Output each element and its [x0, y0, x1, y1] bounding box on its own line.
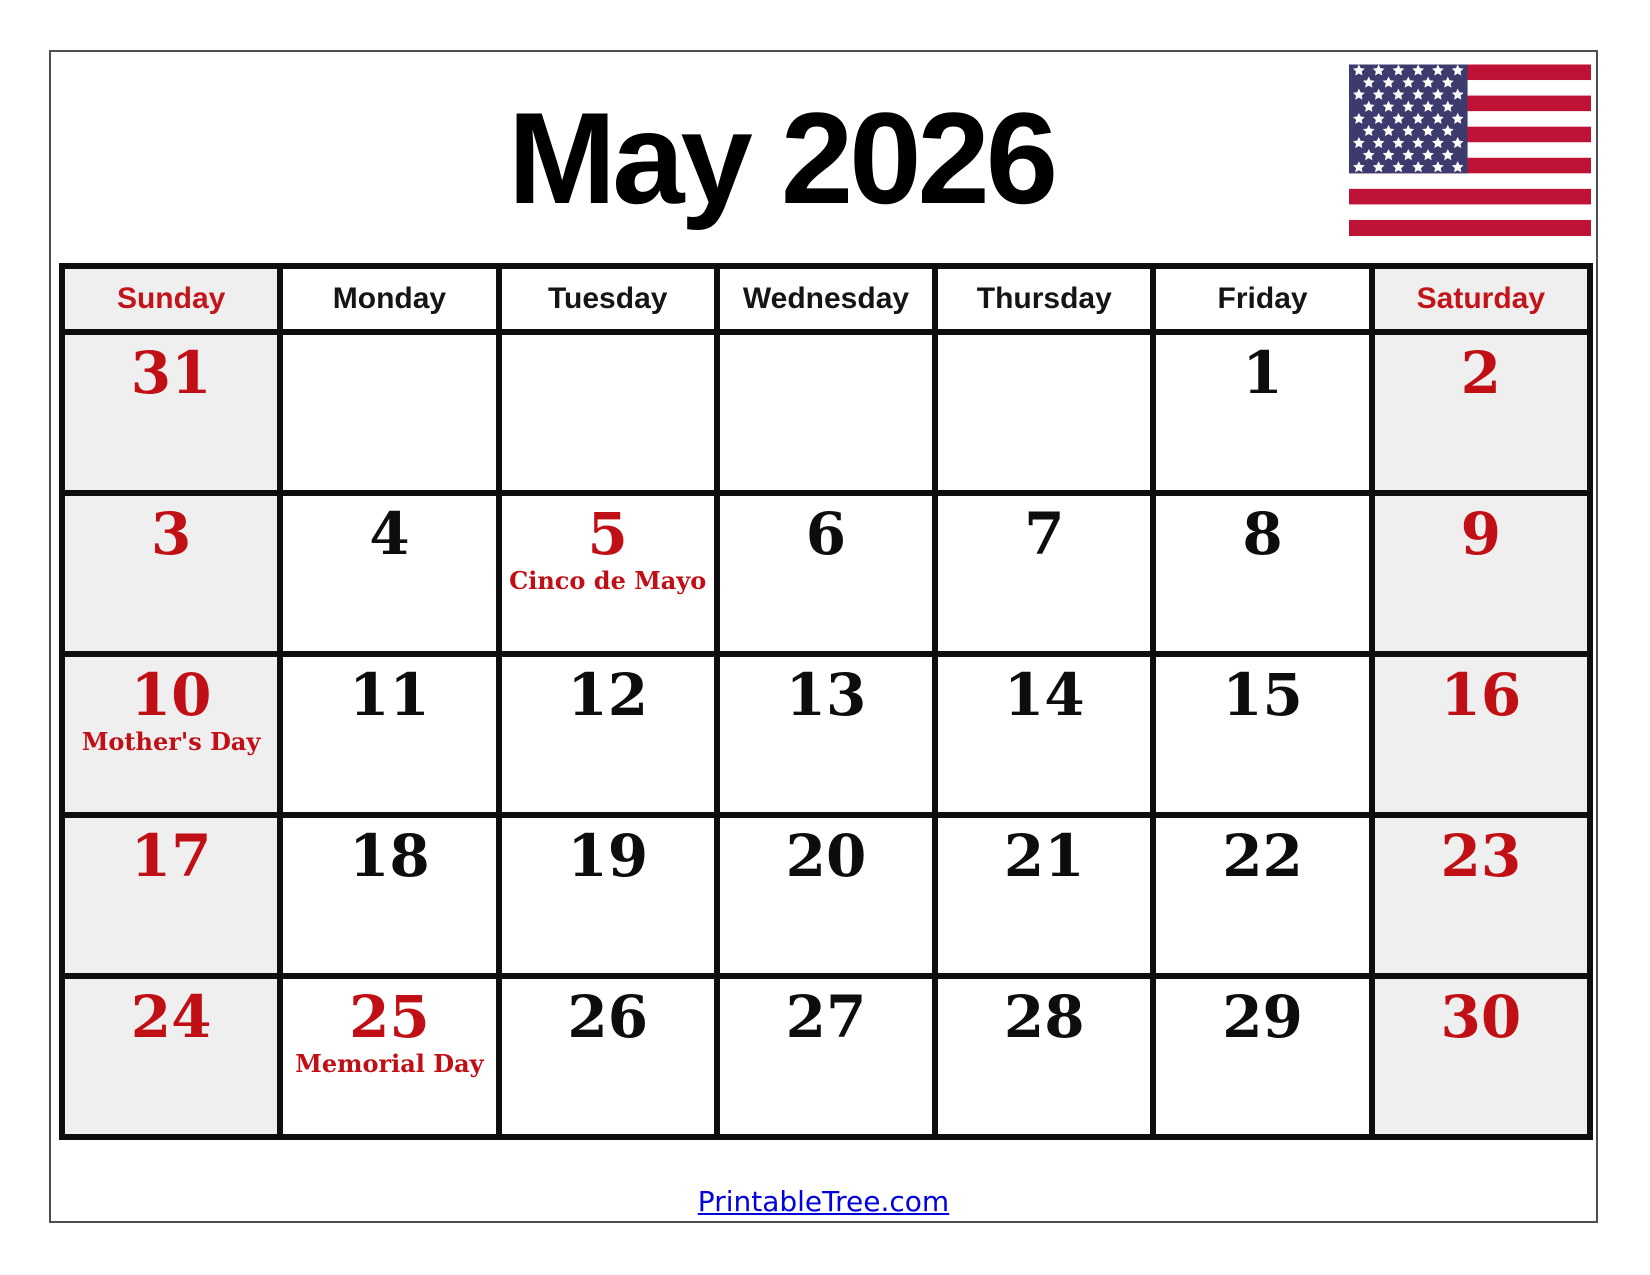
holiday-label: Memorial Day: [295, 1048, 484, 1078]
day-number: 3: [150, 500, 192, 568]
day-cell-11[interactable]: [280, 654, 498, 815]
week-row-4: [62, 815, 1590, 976]
day-cell-29[interactable]: [1153, 976, 1371, 1137]
day-number: 20: [785, 822, 867, 890]
day-cell-3[interactable]: [62, 493, 280, 654]
day-cell-4[interactable]: [280, 493, 498, 654]
day-cell-empty: [717, 332, 935, 493]
day-cell-9[interactable]: [1372, 493, 1590, 654]
day-cell-empty: [499, 332, 717, 493]
day-number: 28: [1003, 983, 1085, 1051]
day-cell-16[interactable]: [1372, 654, 1590, 815]
day-cell-2[interactable]: [1372, 332, 1590, 493]
page-title: May 2026: [507, 85, 1055, 231]
week-row-5: [62, 976, 1590, 1137]
weekday-header-friday: Friday: [1153, 266, 1371, 332]
weekday-header-row: [62, 266, 1590, 332]
day-cell-28[interactable]: [935, 976, 1153, 1137]
day-cell-20[interactable]: [717, 815, 935, 976]
us-flag-icon: [1349, 64, 1591, 236]
day-cell-12[interactable]: [499, 654, 717, 815]
day-number: 16: [1440, 661, 1522, 729]
footer-link[interactable]: PrintableTree.com: [697, 1185, 950, 1218]
holiday-label: Cinco de Mayo: [509, 565, 707, 595]
calendar-page: [49, 50, 1598, 1223]
day-number: 7: [1024, 500, 1065, 568]
day-cell-5[interactable]: [499, 493, 717, 654]
holiday-label: Mother's Day: [81, 726, 261, 756]
us-flag-svg: [1349, 64, 1591, 236]
day-number: 4: [369, 500, 410, 568]
day-cell-empty: [935, 332, 1153, 493]
day-cell-17[interactable]: [62, 815, 280, 976]
day-number: 15: [1222, 661, 1303, 729]
day-number: 5: [587, 500, 628, 568]
week-row-2: [62, 493, 1590, 654]
day-cell-empty: [280, 332, 498, 493]
day-number: 30: [1440, 983, 1522, 1051]
day-number: 21: [1003, 822, 1085, 890]
day-number: 13: [785, 661, 867, 729]
day-cell-10[interactable]: [62, 654, 280, 815]
day-number: 17: [130, 822, 212, 890]
day-number: 1: [1242, 339, 1283, 407]
day-cell-15[interactable]: [1153, 654, 1371, 815]
day-number: 12: [567, 661, 649, 729]
day-cell-30[interactable]: [1372, 976, 1590, 1137]
calendar-grid: [59, 263, 1593, 1140]
day-number: 14: [1003, 661, 1085, 729]
day-number: 18: [349, 822, 430, 890]
day-cell-19[interactable]: [499, 815, 717, 976]
day-cell-22[interactable]: [1153, 815, 1371, 976]
weekday-header-saturday: Saturday: [1372, 266, 1590, 332]
day-cell-24[interactable]: [62, 976, 280, 1137]
day-number: 29: [1222, 983, 1303, 1051]
weekday-header-monday: Monday: [280, 266, 498, 332]
day-cell-25[interactable]: [280, 976, 498, 1137]
day-number: 19: [567, 822, 649, 890]
day-cell-18[interactable]: [280, 815, 498, 976]
day-cell-21[interactable]: [935, 815, 1153, 976]
day-cell-31[interactable]: [62, 332, 280, 493]
day-cell-14[interactable]: [935, 654, 1153, 815]
day-number: 9: [1460, 500, 1502, 568]
weekday-header-sunday: Sunday: [62, 266, 280, 332]
day-number: 10: [130, 661, 212, 729]
day-number: 23: [1440, 822, 1522, 890]
day-cell-13[interactable]: [717, 654, 935, 815]
day-cell-7[interactable]: [935, 493, 1153, 654]
day-number: 2: [1460, 339, 1502, 407]
day-cell-8[interactable]: [1153, 493, 1371, 654]
day-number: 11: [349, 661, 430, 729]
day-number: 8: [1242, 500, 1283, 568]
day-number: 25: [349, 983, 430, 1051]
day-cell-1[interactable]: [1153, 332, 1371, 493]
day-number: 24: [130, 983, 212, 1051]
day-cell-6[interactable]: [717, 493, 935, 654]
day-number: 22: [1222, 822, 1303, 890]
calendar-weeks: [62, 332, 1590, 1137]
day-number: 6: [805, 500, 847, 568]
weekday-header-wednesday: Wednesday: [717, 266, 935, 332]
weekday-header-thursday: Thursday: [935, 266, 1153, 332]
week-row-1: [62, 332, 1590, 493]
weekday-header-tuesday: Tuesday: [499, 266, 717, 332]
day-number: 31: [130, 339, 212, 407]
day-number: 27: [785, 983, 867, 1051]
day-number: 26: [567, 983, 649, 1051]
week-row-3: [62, 654, 1590, 815]
day-cell-26[interactable]: [499, 976, 717, 1137]
day-cell-27[interactable]: [717, 976, 935, 1137]
day-cell-23[interactable]: [1372, 815, 1590, 976]
